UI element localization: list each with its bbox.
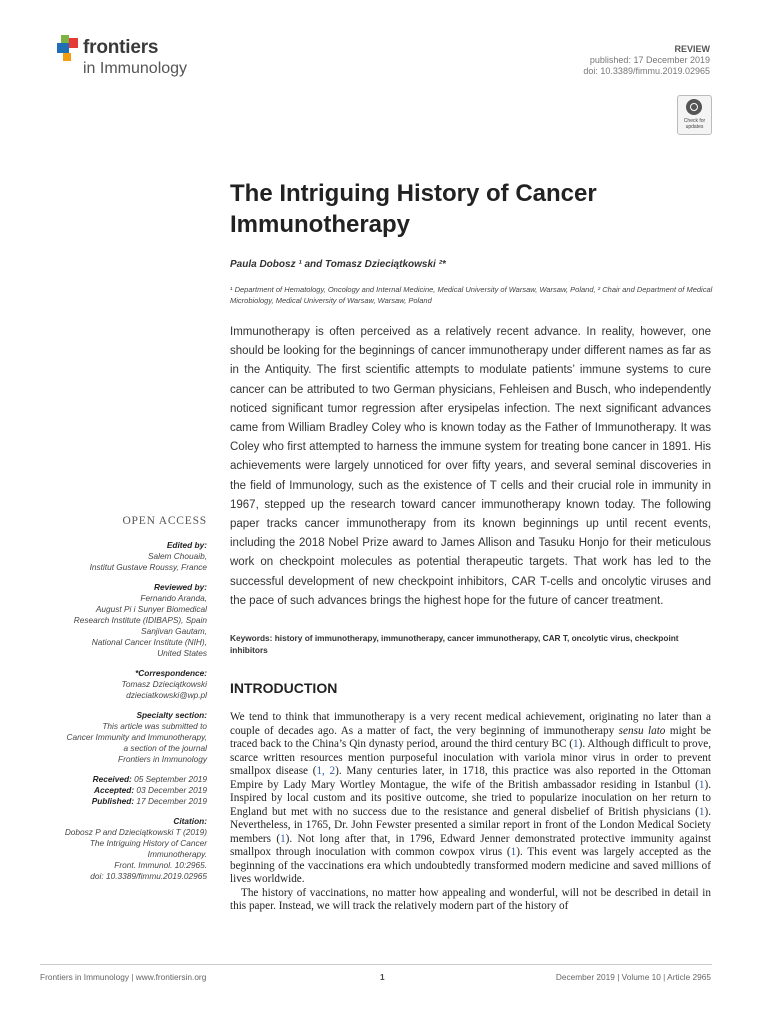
intro-paragraph: We tend to think that immunotherapy is a very recent medical achievement, originating no later than a couple of decades ago. As a matter of fact, the very beginning of immunotherapy sensu lato might be traced back to the China’s Qin dynasty period, around the third century BC (1). Although difficult to prove, scarce written resources mention purposeful inoculation with variola minor virus in order to prevent smallpox disease (1, 2). Many centuries later, in 1718, this practice was also reported in the Ottoman Empire by Lady Mary Wortley Montague, the wife of the British ambassador residing in Istanbul (1). Inspired by local custom and its positive outcome, she tried to popularize inoculation on her return to England but met with no success due to the resistance and general disbelief of British physicians (1). Nevertheless, in 1765, Dr. John Fewster presented a similar report in front of the London Medical Society members (1). Not long after that, in 1796, Edward Jenner demonstrated protective immunity against smallpox through inoculation with common cowpox virus (1). This event was largely accepted as the beginning of the vaccinations era which undoubtedly transformed modern medicine and saved millions of lives worldwide. xyxy=(230,711,711,885)
citation-line: Front. Immunol. 10:2965. xyxy=(114,860,207,870)
correspondence-name: Tomasz Dzieciątkowski xyxy=(121,679,207,689)
specialty-line: Frontiers in Immunology xyxy=(118,754,207,764)
section-heading-introduction: INTRODUCTION xyxy=(230,680,338,696)
reviewer-line: Sanjivan Gautam, xyxy=(141,626,207,636)
article-title: The Intriguing History of Cancer Immunotherapy xyxy=(230,180,597,238)
intro-paragraph: The history of vaccinations, no matter how appealing and wonderful, will not be described in detail in this paper. Instead, we will track the relatively modern part of the history of xyxy=(230,886,711,912)
reviewer-line: National Cancer Institute (NIH), xyxy=(91,637,207,647)
edited-by-heading: Edited by: xyxy=(166,540,207,550)
reference-link[interactable]: 1 xyxy=(510,846,517,858)
citation-line: Immunotherapy. xyxy=(147,849,207,859)
reviewed-by-heading: Reviewed by: xyxy=(153,582,207,592)
journal-name: frontiers xyxy=(83,37,159,58)
footer-journal[interactable]: Frontiers in Immunology | www.frontiersin.org xyxy=(40,972,207,982)
reference-link[interactable]: 1 xyxy=(698,778,705,791)
check-for-updates-button[interactable] xyxy=(677,95,712,135)
reviewer-line: August Pi i Sunyer Biomedical xyxy=(95,604,207,614)
received-date: Received: 05 September 2019 xyxy=(92,774,207,784)
article-meta xyxy=(583,44,710,77)
reference-link[interactable]: 1 xyxy=(573,738,579,750)
author-list: Paula Dobosz ¹ and Tomasz Dzieciątkowski ²* xyxy=(230,259,446,270)
citation-heading: Citation: xyxy=(173,816,207,826)
open-access-label: OPEN ACCESS xyxy=(122,515,207,527)
journal-logo[interactable] xyxy=(57,33,227,83)
check-updates-label: Check for updates xyxy=(683,118,706,130)
reviewer-line: Research Institute (IDIBAPS), Spain xyxy=(73,615,207,625)
article-doi[interactable]: doi: 10.3389/fimmu.2019.02965 xyxy=(583,66,710,76)
specialty-heading: Specialty section: xyxy=(136,710,207,720)
introduction-body xyxy=(230,711,711,914)
reference-link[interactable]: 1, 2 xyxy=(316,765,336,777)
footer-divider xyxy=(40,964,712,965)
citation-doi[interactable]: doi: 10.3389/fimmu.2019.02965 xyxy=(90,871,207,881)
specialty-line: a section of the journal xyxy=(123,743,207,753)
page-number: 1 xyxy=(380,972,385,982)
reference-link[interactable]: 1 xyxy=(698,805,705,818)
article-type: REVIEW xyxy=(674,44,710,54)
specialty-line: Cancer Immunity and Immunotherapy, xyxy=(66,732,207,742)
accepted-date: Accepted: 03 December 2019 xyxy=(93,785,207,795)
editor-line: Salem Chouaib, xyxy=(147,551,207,561)
reviewer-line: United States xyxy=(157,648,207,658)
editor-line: Institut Gustave Roussy, France xyxy=(89,562,207,572)
affiliations: ¹ Department of Hematology, Oncology and Internal Medicine, Medical University of Warsaw, Warsaw, Poland, ² Chair and Department of Medical Microbiology, Medical University of Warsaw, Warsaw, Poland xyxy=(230,285,713,305)
article-dates xyxy=(40,774,207,807)
frontiers-logo-icon xyxy=(57,35,79,61)
footer-issue: December 2019 | Volume 10 | Article 2965 xyxy=(555,972,711,982)
correspondence-heading: *Correspondence: xyxy=(135,668,207,678)
citation-line: Dobosz P and Dzieciątkowski T (2019) xyxy=(64,827,207,837)
reference-link[interactable]: 1 xyxy=(280,832,286,845)
abstract: Immunotherapy is often perceived as a relatively recent advance. In reality, however, one should be looking for the beginnings of cancer immunotherapy under different names as far as in the Antiquity. The first scientific attempts to modulate patients’ immune systems to cure cancer can be attributed to two German physicians, Fehleisen and Busch, who independently noticed significant tumor regression after erysipelas infection. The next significant advances came from William Bradley Coley who is known today as the Father of Immunotherapy. It was Coley who first attempted to harness the immune system for treating bone cancer in 1891. His achievements were largely unnoticed for over fifty years, and several seminal discoveries in the field of Immunology, such as the existence of T cells and their crucial role in immunity in 1967, stepped up the research toward cancer immunotherapy known today. The following paper tracks cancer immunotherapy from its known beginnings up until recent events, including the 2018 Nobel Prize award to James Allison and Tasuku Honjo for their meticulous work on checkpoint molecules as potential therapeutic targets. That work has led to the successful development of new checkpoint inhibitors, CAR T-cells and oncolytic viruses and the pace of such advances brings the highest hope for the future of cancer treatment. xyxy=(230,326,711,607)
citation-line: The Intriguing History of Cancer xyxy=(89,838,207,848)
published-date: published: 17 December 2019 xyxy=(589,55,710,65)
sidebar xyxy=(40,516,207,882)
reviewer-line: Fernando Aranda, xyxy=(140,593,207,603)
published-date-sidebar: Published: 17 December 2019 xyxy=(91,796,207,806)
specialty-line: This article was submitted to xyxy=(102,721,207,731)
journal-subtitle: in Immunology xyxy=(83,60,188,77)
check-updates-icon xyxy=(686,99,702,115)
keywords: Keywords: history of immunotherapy, immunotherapy, cancer immunotherapy, CAR T, oncolytic virus, checkpoint inhibitors xyxy=(230,633,679,655)
correspondence-email[interactable]: dzieciatkowski@wp.pl xyxy=(126,690,207,700)
